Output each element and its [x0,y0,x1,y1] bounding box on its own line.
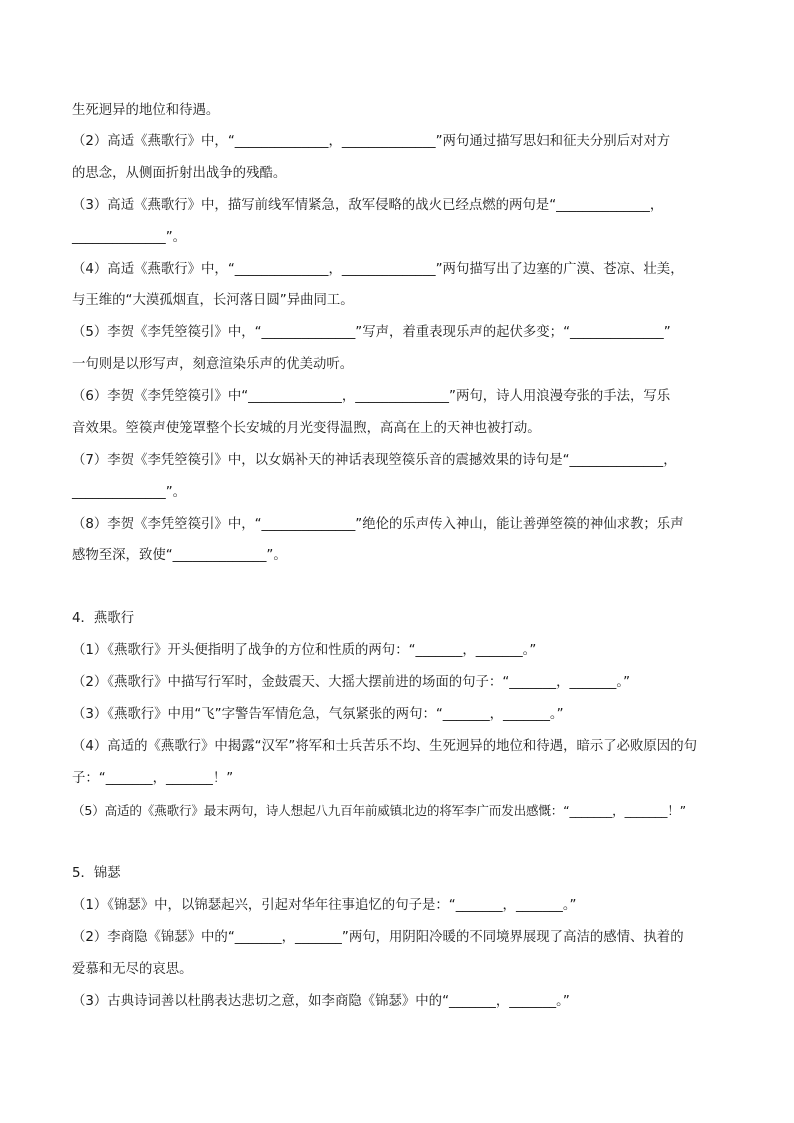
question-4: （4）高适的《燕歌行》中揭露“汉军”将军和士兵苦乐不均、生死迥异的地位和待遇，暗示了必败原因的句 [72,739,697,754]
question-2: （2）李商隐《锦瑟》中的“_______，_______”两句，用阴阳冷暖的不同境界展现了高洁的感情、执着的 [72,930,684,945]
question-4: （4）高适《燕歌行》中，“______________，______________”两句描写出了边塞的广漠、苍凉、壮美， [72,262,684,277]
question-3: （3）古典诗词善以杜鹃表达悲切之意，如李商隐《锦瑟》中的“_______，_______。” [72,994,570,1009]
text-line: 与王维的“大漠孤烟直，长河落日圆”异曲同工。 [72,293,354,308]
question-5: （5）高适的《燕歌行》最末两句，诗人想起八九百年前威镇北边的将军李广而发出感慨：“_______，_______！” [72,803,686,818]
text-line: 感物至深，致使“______________”。 [72,548,287,563]
question-5: （5）李贺《李凭箜篌引》中，“______________”写声，着重表现乐声的起伏多变；“______________” [72,325,671,340]
question-3: （3）《燕歌行》中用“飞”字警告军情危急，气氛紧张的两句：“_______，_______。” [72,707,564,722]
text-line: ______________”。 [72,230,187,245]
text-line: ______________”。 [72,485,187,500]
text-line: 爱慕和无尽的哀思。 [72,962,193,977]
text-line: 的思念，从侧面折射出战争的残酷。 [72,166,287,181]
question-7: （7）李贺《李凭箜篌引》中，以女娲补天的神话表现箜篌乐音的震撼效果的诗句是“______________， [72,453,677,468]
question-2: （2）《燕歌行》中描写行军时，金鼓震天、大摇大摆前进的场面的句子：“_______，_______。” [72,675,631,690]
text-line: 生死迥异的地位和待遇。 [72,103,220,118]
section-heading-yangexing: 4．燕歌行 [72,611,135,626]
text-line: 一句则是以形写声，刻意渲染乐声的优美动听。 [72,357,354,372]
text-line: 子：“_______，_______！” [72,771,234,786]
question-8: （8）李贺《李凭箜篌引》中，“______________”绝伦的乐声传入神山，能让善弹箜篌的神仙求教；乐声 [72,517,684,532]
question-2: （2）高适《燕歌行》中，“______________，______________”两句通过描写思妇和征夫分别后对对方 [72,134,671,149]
section-heading-jinse: 5．锦瑟 [72,866,121,881]
question-1: （1）《燕歌行》开头便指明了战争的方位和性质的两句：“_______，_______。” [72,643,537,658]
question-6: （6）李贺《李凭箜篌引》中“______________，______________”两句，诗人用浪漫夸张的手法，写乐 [72,389,671,404]
question-1: （1）《锦瑟》中，以锦瑟起兴，引起对华年往事追忆的句子是：“_______，_______。” [72,898,577,913]
question-3: （3）高适《燕歌行》中，描写前线军情紧急，敌军侵略的战火已经点燃的两句是“______________， [72,198,664,213]
text-line: 音效果。箜篌声使笼罩整个长安城的月光变得温煦，高高在上的天神也被打动。 [72,421,541,436]
